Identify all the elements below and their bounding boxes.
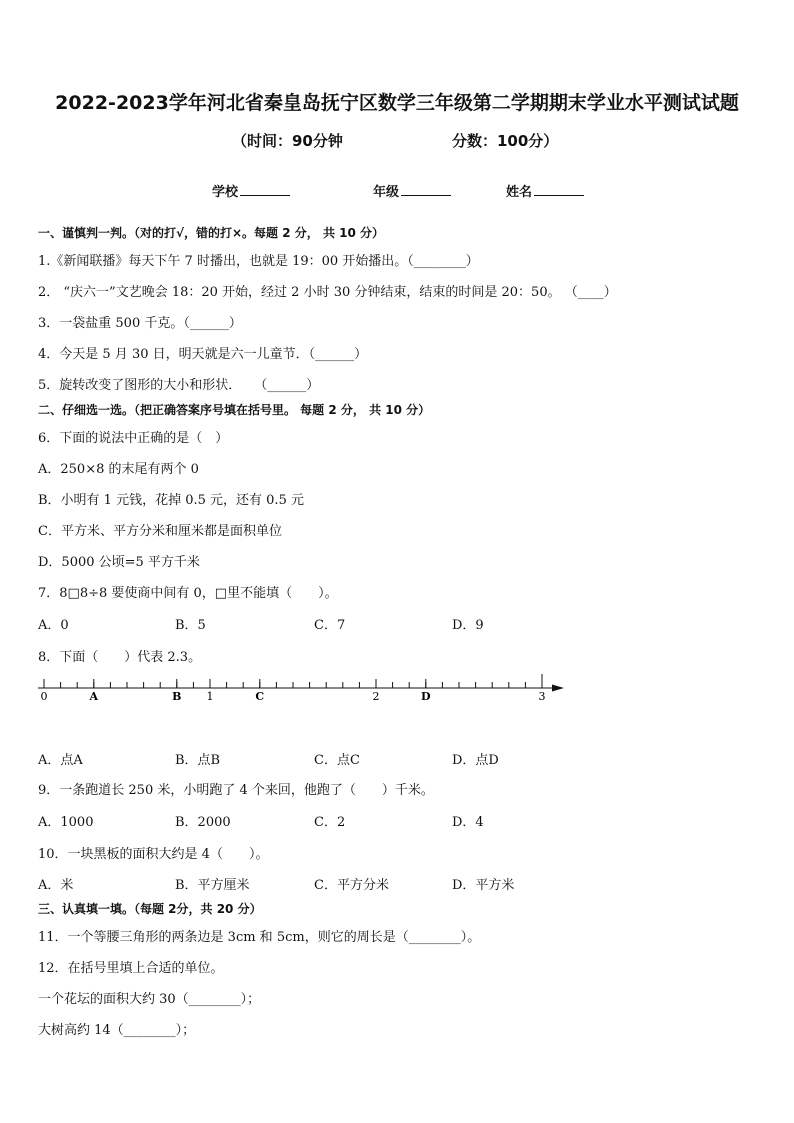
section-3-heading: 三、认真填一填。（每题 2分，共 20 分） (38, 902, 262, 916)
number-line-number: 0 (40, 690, 48, 703)
question-12: 12．在括号里填上合适的单位。 (38, 961, 224, 976)
question-4: 4．今天是 5 月 30 日，明天就是六一儿童节．（______） (38, 347, 368, 362)
number-line (0, 668, 794, 708)
question-10-option-c: C．平方分米 (314, 878, 389, 893)
school-field (212, 181, 290, 200)
school-label: 学校 (212, 185, 239, 200)
question-1: 1.《新闻联播》每天下午 7 时播出，也就是 19：00 开始播出。（________） (38, 254, 479, 269)
question-12-part-a: 一个花坛的面积大约 30（________）； (38, 992, 261, 1007)
grade-blank[interactable] (401, 183, 451, 196)
question-9-option-a: A．1000 (38, 815, 94, 830)
question-12-part-b: 大树高约 14（________）； (38, 1023, 196, 1038)
number-line-number: 1 (206, 690, 214, 703)
question-8: 8．下面（ ）代表 2.3。 (38, 650, 202, 665)
question-8-option-d: D．点D (452, 753, 499, 768)
question-8-option-b: B．点B (175, 753, 221, 768)
section-1-heading: 一、谨慎判一判。（对的打√，错的打×。每题 2 分， 共 10 分） (38, 226, 384, 240)
question-9: 9．一条跑道长 250 米，小明跑了 4 个来回，他跑了（ ）千米。 (38, 783, 434, 798)
question-9-option-b: B．2000 (175, 815, 231, 830)
question-9-option-d: D．4 (452, 815, 484, 830)
name-blank[interactable] (534, 183, 584, 196)
section-2-heading: 二、仔细选一选。（把正确答案序号填在括号里。 每题 2 分， 共 10 分） (38, 403, 431, 417)
question-8-option-c: C．点C (314, 753, 360, 768)
question-10-option-d: D．平方米 (452, 878, 515, 893)
question-6-option-c: C．平方米、平方分米和厘米都是面积单位 (38, 524, 282, 539)
grade-label: 年级 (373, 185, 400, 200)
question-7-option-b: B．5 (175, 618, 206, 633)
exam-time: （时间：90分钟 (232, 132, 343, 150)
question-5: 5．旋转改变了图形的大小和形状． （______） (38, 378, 320, 393)
question-7-option-a: A．0 (38, 618, 69, 633)
question-6-option-d: D．5000 公顷=5 平方千米 (38, 555, 200, 570)
question-7: 7．8□8÷8 要使商中间有 0，□里不能填（ ）。 (38, 586, 338, 601)
name-field (506, 181, 584, 200)
question-11: 11．一个等腰三角形的两条边是 3cm 和 5cm，则它的周长是（________）。 (38, 930, 481, 945)
question-6-option-a: A．250×8 的末尾有两个 0 (38, 462, 199, 477)
arrow-head-icon (552, 685, 564, 692)
question-7-option-d: D．9 (452, 618, 484, 633)
name-label: 姓名 (506, 185, 533, 200)
number-line-number: 3 (538, 690, 546, 703)
point-label-a: A (89, 690, 99, 703)
question-10: 10．一块黑板的面积大约是 4（ ）。 (38, 847, 269, 862)
question-8-option-a: A．点A (38, 753, 83, 768)
question-6-option-b: B．小明有 1 元钱，花掉 0.5 元，还有 0.5 元 (38, 493, 304, 508)
page-title: 2022-2023学年河北省秦皇岛抚宁区数学三年级第二学期期末学业水平测试试题 (55, 92, 739, 114)
question-6: 6．下面的说法中正确的是（ ） (38, 431, 229, 446)
question-9-option-c: C．2 (314, 815, 346, 830)
point-label-d: D (421, 690, 431, 703)
grade-field (373, 181, 451, 200)
exam-score: 分数：100分） (452, 132, 559, 150)
number-line-number: 2 (372, 690, 380, 703)
point-label-b: B (172, 690, 182, 703)
question-3: 3．一袋盐重 500 千克。（______） (38, 316, 242, 331)
question-7-option-c: C．7 (314, 618, 346, 633)
school-blank[interactable] (240, 183, 290, 196)
point-label-c: C (255, 690, 265, 703)
question-10-option-a: A．米 (38, 878, 74, 893)
question-10-option-b: B．平方厘米 (175, 878, 250, 893)
question-2: 2． “庆六一”文艺晚会 18：20 开始，经过 2 小时 30 分钟结束，结束的时间是 20：50。 （____） (38, 285, 617, 300)
